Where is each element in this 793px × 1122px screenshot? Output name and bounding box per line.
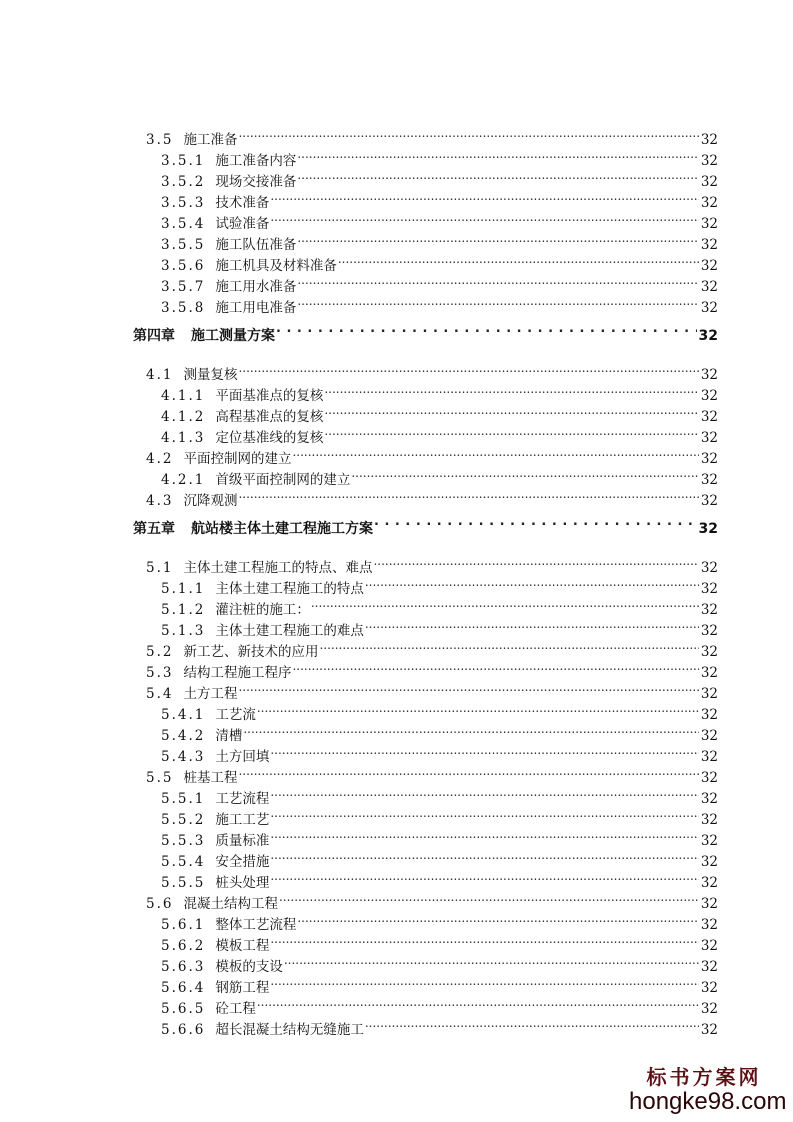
toc-entry [146, 359, 718, 383]
toc-entry-number: 3.5.2 [161, 174, 206, 190]
toc-leader-dots [365, 573, 699, 593]
toc-leader-dots [297, 292, 699, 312]
toc-leader-dots [270, 741, 699, 761]
toc-entry-title: 安全措施 [215, 854, 270, 870]
toc-entry-title: 施工用电准备 [215, 300, 297, 316]
toc-entry [161, 208, 718, 232]
toc-leader-dots [279, 888, 699, 908]
toc-entry [146, 485, 718, 509]
toc-entry [146, 124, 718, 148]
toc-leader-dots [270, 208, 699, 228]
toc-leader-dots [270, 783, 699, 803]
toc-leader-dots [238, 762, 699, 782]
toc-entry [161, 846, 718, 870]
toc-entry-page: 32 [700, 791, 718, 807]
toc-entry-number: 5.1.2 [161, 602, 206, 618]
toc-leader-dots [365, 1014, 699, 1034]
toc-entry-page: 32 [700, 388, 718, 404]
watermark-logo-text: 标书方案网 [646, 1065, 762, 1089]
toc-leader-dots [297, 909, 699, 929]
toc-entry-title: 施工机具及材料准备 [215, 258, 337, 274]
toc-leader-dots [270, 930, 699, 950]
toc-entry-page: 32 [700, 644, 718, 660]
toc-leader-dots [319, 636, 699, 656]
toc-entry-page: 32 [698, 328, 718, 344]
toc-entry-title: 主体土建工程施工的特点 [215, 581, 364, 597]
toc-entry-number: 5.4.1 [161, 707, 206, 723]
toc-entry [146, 636, 718, 660]
toc-entry-page: 32 [700, 367, 718, 383]
toc-entry-title: 施工准备内容 [215, 153, 297, 169]
toc-entry-page: 32 [700, 174, 718, 190]
toc-entry-page: 32 [700, 917, 718, 933]
toc-entry-number: 3.5.6 [161, 258, 206, 274]
toc-entry-title: 砼工程 [215, 1001, 256, 1017]
toc-entry-page: 32 [698, 521, 718, 537]
toc-leader-dots [338, 250, 699, 270]
toc-leader-dots [238, 678, 699, 698]
toc-entry [161, 292, 718, 316]
toc-entry-number: 3.5.4 [161, 216, 206, 232]
toc-entry-page: 32 [700, 770, 718, 786]
toc-entry [161, 699, 718, 723]
toc-entry-page: 32 [700, 707, 718, 723]
toc-entry-page: 32 [700, 216, 718, 232]
toc-entry-page: 32 [700, 300, 718, 316]
toc-entry [161, 930, 718, 954]
toc-entry-title: 清槽 [215, 728, 243, 744]
toc-entry-page: 32 [700, 1022, 718, 1038]
toc-entry [146, 657, 718, 681]
toc-entry-number: 4.3 [146, 493, 174, 509]
toc-entry-page: 32 [700, 896, 718, 912]
toc-entry-page: 32 [700, 875, 718, 891]
toc-entry [161, 972, 718, 996]
toc-entry-title: 技术准备 [215, 195, 270, 211]
toc-entry [161, 804, 718, 828]
toc-entry-number: 3.5.3 [161, 195, 206, 211]
toc-entry-title: 平面基准点的复核 [215, 388, 324, 404]
toc-entry-title: 质量标准 [215, 833, 270, 849]
toc-entry [161, 166, 718, 190]
toc-entry-page: 32 [700, 451, 718, 467]
toc-entry-number: 5.6.3 [161, 959, 206, 975]
toc-entry-number: 5.5.4 [161, 854, 206, 870]
toc-entry-title: 模板的支设 [215, 959, 283, 975]
toc-leader-dots [292, 657, 699, 677]
toc-entry-title: 土方回填 [215, 749, 270, 765]
toc-entry-page: 32 [700, 833, 718, 849]
toc-entry-number: 4.2 [146, 451, 174, 467]
toc-entry [161, 720, 718, 744]
toc-leader-dots [238, 124, 699, 144]
toc-leader-dots [297, 166, 699, 186]
watermark-url: hongke98.com [629, 1088, 787, 1115]
toc-entry-page: 32 [700, 258, 718, 274]
toc-entry [161, 401, 718, 425]
toc-entry-number: 3.5.1 [161, 153, 206, 169]
toc-entry-number: 5.5 [146, 770, 174, 786]
toc-leader-dots [365, 615, 699, 635]
toc-entry-number: 5.2 [146, 644, 174, 660]
toc-entry-title: 首级平面控制网的建立 [215, 472, 351, 488]
toc-entry-number: 第五章 [133, 521, 175, 537]
toc-entry-number: 5.4 [146, 686, 174, 702]
toc-entry-title: 施工测量方案 [191, 328, 275, 344]
toc-entry-title: 施工队伍准备 [215, 237, 297, 253]
toc-entry-title: 主体土建工程施工的特点、难点 [183, 560, 373, 576]
toc-entry-number: 5.3 [146, 665, 174, 681]
toc-entry-page: 32 [700, 1001, 718, 1017]
toc-entry [161, 187, 718, 211]
toc-entry-page: 32 [700, 665, 718, 681]
toc-entry-page: 32 [700, 153, 718, 169]
toc-entry-page: 32 [700, 623, 718, 639]
toc-entry [161, 615, 718, 639]
toc-entry-title: 航站楼主体土建工程施工方案 [191, 521, 373, 537]
toc-entry-number: 5.5.5 [161, 875, 206, 891]
toc-entry-page: 32 [700, 980, 718, 996]
toc-entry-page: 32 [700, 812, 718, 828]
toc-entry-title: 施工用水准备 [215, 279, 297, 295]
toc-leader-dots [324, 422, 699, 442]
toc-entry [161, 594, 718, 618]
toc-leader-dots [297, 229, 699, 249]
toc-entry [161, 951, 718, 975]
toc-entry-title: 沉降观测 [183, 493, 238, 509]
toc-leader-dots [324, 401, 699, 421]
toc-entry-number: 4.2.1 [161, 472, 206, 488]
toc-entry [161, 229, 718, 253]
toc-entry-number: 5.4.3 [161, 749, 206, 765]
toc-entry [161, 909, 718, 933]
toc-leader-dots [270, 825, 699, 845]
toc-leader-dots [292, 443, 699, 463]
toc-entry-number: 5.6.4 [161, 980, 206, 996]
toc-leader-dots [297, 145, 699, 165]
toc-entry-page: 32 [700, 854, 718, 870]
toc-entry [161, 867, 718, 891]
toc-leader-dots [324, 380, 699, 400]
toc-entry-page: 32 [700, 749, 718, 765]
toc-entry [146, 678, 718, 702]
toc-entry-title: 模板工程 [215, 938, 270, 954]
toc-entry-page: 32 [700, 938, 718, 954]
toc-chapter-row [133, 320, 718, 344]
toc-entry-page: 32 [700, 686, 718, 702]
toc-entry-page: 32 [700, 237, 718, 253]
toc-entry-page: 32 [700, 581, 718, 597]
toc-entry [146, 552, 718, 576]
toc-entry-number: 3.5 [146, 132, 174, 148]
toc-entry-number: 3.5.5 [161, 237, 206, 253]
toc-entry-page: 32 [700, 493, 718, 509]
toc-entry-title: 整体工艺流程 [215, 917, 297, 933]
toc-leader-dots [284, 951, 699, 971]
toc-entry-title: 结构工程施工程序 [183, 665, 292, 681]
toc-entry-title: 土方工程 [183, 686, 238, 702]
toc-entry-number: 4.1.1 [161, 388, 206, 404]
toc-entry [161, 741, 718, 765]
toc-leader-dots [311, 594, 699, 614]
toc-entry [161, 464, 718, 488]
toc-entry-page: 32 [700, 409, 718, 425]
toc-entry-number: 5.6.1 [161, 917, 206, 933]
toc-entry-page: 32 [700, 560, 718, 576]
site-watermark [629, 1061, 787, 1116]
toc-entry-number: 3.5.7 [161, 279, 206, 295]
toc-entry-title: 超长混凝土结构无缝施工 [215, 1022, 364, 1038]
toc-entry-title: 定位基准线的复核 [215, 430, 324, 446]
toc-leader-dots [238, 485, 699, 505]
toc-entry-title: 施工准备 [183, 132, 238, 148]
toc-entry-title: 灌注桩的施工： [215, 602, 310, 618]
toc-entry [161, 422, 718, 446]
toc-entry [161, 783, 718, 807]
toc-entry-number: 5.6.6 [161, 1022, 206, 1038]
toc-leader-dots [243, 720, 699, 740]
toc-entry-number: 4.1.2 [161, 409, 206, 425]
toc-entry [161, 271, 718, 295]
toc-entry [161, 993, 718, 1017]
toc-entry-title: 工艺流 [215, 707, 256, 723]
toc-entry-number: 5.4.2 [161, 728, 206, 744]
toc-entry-title: 试验准备 [215, 216, 270, 232]
toc-entry-title: 混凝土结构工程 [183, 896, 278, 912]
toc-entry-title: 高程基准点的复核 [215, 409, 324, 425]
toc-entry [161, 380, 718, 404]
toc-entry-number: 5.5.2 [161, 812, 206, 828]
toc-leader-dots [270, 867, 699, 887]
toc-entry-number: 3.5.8 [161, 300, 206, 316]
toc-entry [161, 825, 718, 849]
toc-leader-dots [270, 804, 699, 824]
toc-entry-title: 工艺流程 [215, 791, 270, 807]
toc-leader-dots [270, 187, 699, 207]
toc-leader-dots [257, 699, 699, 719]
toc-entry-number: 第四章 [133, 328, 175, 344]
toc-entry-number: 5.1.3 [161, 623, 206, 639]
toc-entry-page: 32 [700, 728, 718, 744]
toc-entry [146, 762, 718, 786]
toc-entry-number: 4.1 [146, 367, 174, 383]
toc-leader-dots [373, 552, 699, 572]
toc-entry-number: 5.6.2 [161, 938, 206, 954]
toc-leader-dots [270, 846, 699, 866]
toc-entry-page: 32 [700, 472, 718, 488]
toc-entry-title: 钢筋工程 [215, 980, 270, 996]
toc-entry-title: 主体土建工程施工的难点 [215, 623, 364, 639]
toc-entry-number: 5.5.1 [161, 791, 206, 807]
toc-entry [146, 443, 718, 467]
toc-leader-dots [238, 359, 699, 379]
toc-entry-page: 32 [700, 195, 718, 211]
toc-entry [161, 573, 718, 597]
toc-entry-number: 4.1.3 [161, 430, 206, 446]
toc-entry-title: 桩头处理 [215, 875, 270, 891]
toc-entry-title: 现场交接准备 [215, 174, 297, 190]
toc-entry-number: 5.6 [146, 896, 174, 912]
toc-entry [161, 145, 718, 169]
toc-entry [146, 888, 718, 912]
toc-entry [161, 1014, 718, 1038]
toc-leader-dots [351, 464, 699, 484]
toc-leader-dots [297, 271, 699, 291]
toc-entry-number: 5.1.1 [161, 581, 206, 597]
toc-leader-dots [270, 972, 699, 992]
toc-entry-title: 平面控制网的建立 [183, 451, 292, 467]
toc-entry-number: 5.6.5 [161, 1001, 206, 1017]
toc-entry-number: 5.1 [146, 560, 174, 576]
toc-entry-number: 5.5.3 [161, 833, 206, 849]
toc-leader-dots [276, 320, 697, 340]
toc-entry-page: 32 [700, 132, 718, 148]
toc-entry-title: 桩基工程 [183, 770, 238, 786]
toc-entry-page: 32 [700, 430, 718, 446]
toc-entry-page: 32 [700, 279, 718, 295]
toc-leader-dots [374, 513, 697, 533]
toc-entry-title: 新工艺、新技术的应用 [183, 644, 319, 660]
toc-entry-page: 32 [700, 602, 718, 618]
toc-chapter-row [133, 513, 718, 537]
toc-leader-dots [257, 993, 699, 1013]
toc-entry [161, 250, 718, 274]
toc-entry-title: 施工工艺 [215, 812, 270, 828]
toc-entry-title: 测量复核 [183, 367, 238, 383]
toc-entry-page: 32 [700, 959, 718, 975]
